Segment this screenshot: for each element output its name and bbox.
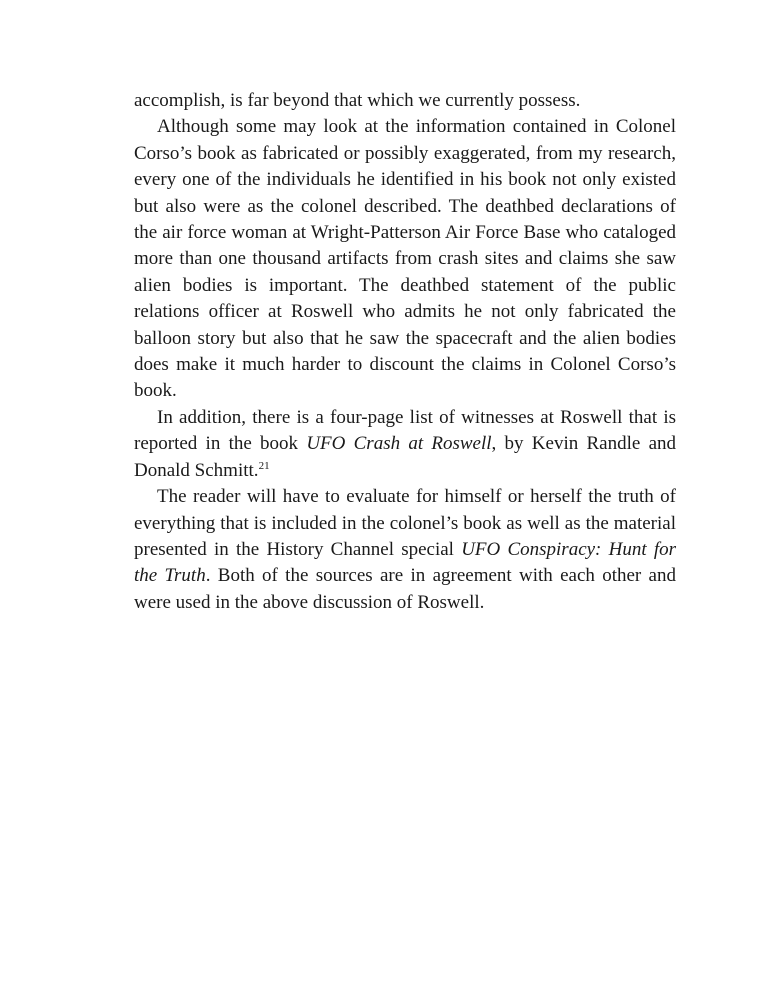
paragraph-text-before: In addition, there is a four-page list of witnesses at Roswell that is reported in the book: [134, 406, 676, 455]
paragraph-corso-research: [134, 114, 676, 404]
paragraph-text-before: The reader will have to evaluate for himself or herself the truth of everything that is included in the colonel’s book as well as the material presented in the History Channel special: [134, 486, 676, 560]
paragraph-witness-list: [134, 405, 676, 484]
paragraph-evaluate-truth: [134, 484, 676, 616]
paragraph-text: Although some may look at the information contained in Colonel Corso’s book as fabricated or possibly exaggerated, from my research, every one of the individuals he identified in his book not only existed but also were as the colonel described. The deathbed declarations of the air force woman at Wright-Patterson Air Force Base who cataloged more than one thousand artifacts from crash sites and claims she saw alien bodies is important. The deathbed statement of the public relations officer at Roswell who admits he not only fabricated the balloon story but also that he saw the spacecraft and the alien bodies does make it much harder to discount the claims in Colonel Corso’s book.: [134, 116, 676, 402]
paragraph-text-after: , by Kevin Randle and Donald Schmitt.: [134, 433, 677, 481]
book-title: UFO Crash at Roswell: [306, 433, 492, 455]
paragraph-text-after: . Both of the sources are in agreement with each other and were used in the above discussion of Roswell.: [134, 565, 676, 613]
paragraph-text: accomplish, is far beyond that which we currently possess.: [134, 90, 581, 111]
body-text: [134, 88, 676, 616]
special-title: UFO Conspiracy: Hunt for the Truth: [134, 538, 677, 587]
paragraph-continuation: [134, 88, 676, 114]
footnote-marker: 21: [258, 459, 270, 472]
